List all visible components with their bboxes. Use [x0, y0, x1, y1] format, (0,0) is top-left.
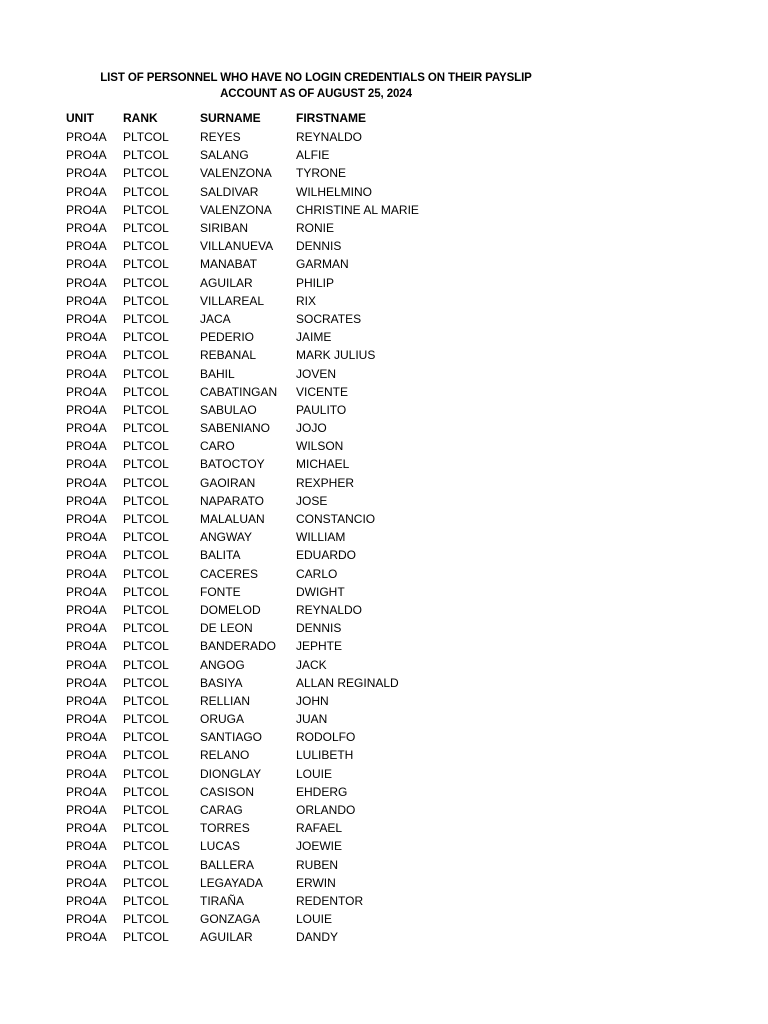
unit-cell: PRO4A — [66, 330, 107, 345]
firstname-cell: LOUIE — [296, 912, 333, 927]
surname-cell: BATOCTOY — [200, 457, 265, 472]
unit-cell: PRO4A — [66, 857, 107, 872]
rank-cell: PLTCOL — [123, 184, 169, 199]
rank-cell: PLTCOL — [123, 657, 169, 672]
table-row — [66, 455, 456, 473]
table-row — [66, 565, 456, 583]
rank-cell: PLTCOL — [123, 366, 169, 381]
table-row — [66, 892, 456, 910]
unit-cell: PRO4A — [66, 584, 107, 599]
rank-cell: PLTCOL — [123, 493, 169, 508]
unit-cell: PRO4A — [66, 639, 107, 654]
unit-cell: PRO4A — [66, 930, 107, 945]
rank-cell: PLTCOL — [123, 530, 169, 545]
column-header-firstname: FIRSTNAME — [296, 111, 366, 125]
rank-cell: PLTCOL — [123, 584, 169, 599]
surname-cell: BANDERADO — [200, 639, 277, 654]
firstname-cell: JOJO — [296, 421, 327, 436]
unit-cell: PRO4A — [66, 912, 107, 927]
title-line-2: ACCOUNT AS OF AUGUST 25, 2024 — [220, 87, 412, 100]
firstname-cell: SOCRATES — [296, 311, 362, 326]
surname-cell: SANTIAGO — [200, 730, 263, 745]
table-row — [66, 728, 456, 746]
surname-cell: LUCAS — [200, 839, 241, 854]
rank-cell: PLTCOL — [123, 257, 169, 272]
firstname-cell: JOVEN — [296, 366, 337, 381]
surname-cell: VILLANUEVA — [200, 239, 274, 254]
firstname-cell: JOHN — [296, 693, 329, 708]
table-row — [66, 546, 456, 564]
rank-cell: PLTCOL — [123, 439, 169, 454]
unit-cell: PRO4A — [66, 421, 107, 436]
personnel-table — [66, 108, 456, 946]
surname-cell: BASIYA — [200, 675, 243, 690]
unit-cell: PRO4A — [66, 803, 107, 818]
rank-cell: PLTCOL — [123, 166, 169, 181]
unit-cell: PRO4A — [66, 784, 107, 799]
table-row — [66, 801, 456, 819]
surname-cell: SALANG — [200, 148, 249, 163]
firstname-cell: ORLANDO — [296, 803, 356, 818]
column-header-surname: SURNAME — [200, 111, 261, 125]
unit-cell: PRO4A — [66, 566, 107, 581]
surname-cell: BAHIL — [200, 366, 235, 381]
firstname-cell: WILSON — [296, 439, 344, 454]
surname-cell: MALALUAN — [200, 512, 265, 527]
surname-cell: RELANO — [200, 748, 250, 763]
firstname-cell: JOEWIE — [296, 839, 343, 854]
rank-cell: PLTCOL — [123, 839, 169, 854]
unit-cell: PRO4A — [66, 493, 107, 508]
rank-cell: PLTCOL — [123, 548, 169, 563]
table-body — [66, 128, 456, 946]
surname-cell: VALENZONA — [200, 202, 272, 217]
table-row — [66, 255, 456, 273]
table-row — [66, 364, 456, 382]
unit-cell: PRO4A — [66, 766, 107, 781]
table-row — [66, 856, 456, 874]
unit-cell: PRO4A — [66, 166, 107, 181]
table-row — [66, 637, 456, 655]
firstname-cell: REYNALDO — [296, 130, 363, 145]
unit-cell: PRO4A — [66, 457, 107, 472]
unit-cell: PRO4A — [66, 512, 107, 527]
table-row — [66, 837, 456, 855]
firstname-cell: ERWIN — [296, 875, 336, 890]
firstname-cell: RONIE — [296, 221, 335, 236]
document-title — [66, 71, 566, 102]
firstname-cell: MICHAEL — [296, 457, 350, 472]
surname-cell: SIRIBAN — [200, 221, 249, 236]
table-row — [66, 746, 456, 764]
surname-cell: SALDIVAR — [200, 184, 259, 199]
surname-cell: ANGOG — [200, 657, 245, 672]
table-row — [66, 874, 456, 892]
title-line-1: LIST OF PERSONNEL WHO HAVE NO LOGIN CREDENTIALS ON THEIR PAYSLIP — [100, 72, 532, 84]
rank-cell: PLTCOL — [123, 675, 169, 690]
unit-cell: PRO4A — [66, 657, 107, 672]
column-header-rank: RANK — [123, 111, 158, 125]
table-row — [66, 219, 456, 237]
rank-cell: PLTCOL — [123, 893, 169, 908]
surname-cell: VALENZONA — [200, 166, 272, 181]
unit-cell: PRO4A — [66, 893, 107, 908]
surname-cell: MANABAT — [200, 257, 258, 272]
rank-cell: PLTCOL — [123, 239, 169, 254]
rank-cell: PLTCOL — [123, 803, 169, 818]
table-row — [66, 619, 456, 637]
surname-cell: REBANAL — [200, 348, 257, 363]
surname-cell: GONZAGA — [200, 912, 261, 927]
firstname-cell: JEPHTE — [296, 639, 343, 654]
surname-cell: BALITA — [200, 548, 241, 563]
firstname-cell: CONSTANCIO — [296, 512, 376, 527]
firstname-cell: MARK JULIUS — [296, 348, 376, 363]
table-row — [66, 928, 456, 946]
firstname-cell: VICENTE — [296, 384, 349, 399]
firstname-cell: JOSE — [296, 493, 328, 508]
table-row — [66, 164, 456, 182]
surname-cell: NAPARATO — [200, 493, 265, 508]
surname-cell: ORUGA — [200, 712, 245, 727]
surname-cell: VILLAREAL — [200, 293, 265, 308]
rank-cell: PLTCOL — [123, 402, 169, 417]
table-row — [66, 346, 456, 364]
firstname-cell: ALLAN REGINALD — [296, 675, 399, 690]
unit-cell: PRO4A — [66, 475, 107, 490]
firstname-cell: DANDY — [296, 930, 339, 945]
rank-cell: PLTCOL — [123, 621, 169, 636]
table-row — [66, 601, 456, 619]
surname-cell: GAOIRAN — [200, 475, 256, 490]
rank-cell: PLTCOL — [123, 348, 169, 363]
rank-cell: PLTCOL — [123, 148, 169, 163]
surname-cell: LEGAYADA — [200, 875, 263, 890]
surname-cell: SABULAO — [200, 402, 257, 417]
rank-cell: PLTCOL — [123, 730, 169, 745]
surname-cell: CACERES — [200, 566, 259, 581]
rank-cell: PLTCOL — [123, 293, 169, 308]
firstname-cell: RIX — [296, 293, 317, 308]
table-row — [66, 910, 456, 928]
surname-cell: TORRES — [200, 821, 250, 836]
rank-cell: PLTCOL — [123, 457, 169, 472]
unit-cell: PRO4A — [66, 730, 107, 745]
table-row — [66, 783, 456, 801]
rank-cell: PLTCOL — [123, 857, 169, 872]
table-row — [66, 128, 456, 146]
table-row — [66, 655, 456, 673]
firstname-cell: PHILIP — [296, 275, 335, 290]
rank-cell: PLTCOL — [123, 130, 169, 145]
rank-cell: PLTCOL — [123, 275, 169, 290]
firstname-cell: REDENTOR — [296, 893, 364, 908]
surname-cell: FONTE — [200, 584, 241, 599]
unit-cell: PRO4A — [66, 712, 107, 727]
surname-cell: REYES — [200, 130, 241, 145]
unit-cell: PRO4A — [66, 548, 107, 563]
table-row — [66, 674, 456, 692]
rank-cell: PLTCOL — [123, 784, 169, 799]
table-row — [66, 292, 456, 310]
unit-cell: PRO4A — [66, 621, 107, 636]
table-row — [66, 710, 456, 728]
table-row — [66, 819, 456, 837]
unit-cell: PRO4A — [66, 239, 107, 254]
rank-cell: PLTCOL — [123, 930, 169, 945]
table-row — [66, 183, 456, 201]
table-row — [66, 692, 456, 710]
rank-cell: PLTCOL — [123, 821, 169, 836]
column-header-unit: UNIT — [66, 111, 94, 125]
firstname-cell: RAFAEL — [296, 821, 343, 836]
unit-cell: PRO4A — [66, 184, 107, 199]
table-row — [66, 328, 456, 346]
firstname-cell: ALFIE — [296, 148, 330, 163]
unit-cell: PRO4A — [66, 348, 107, 363]
surname-cell: AGUILAR — [200, 275, 253, 290]
surname-cell: RELLIAN — [200, 693, 251, 708]
firstname-cell: WILLIAM — [296, 530, 346, 545]
header-row — [66, 108, 456, 128]
firstname-cell: TYRONE — [296, 166, 347, 181]
firstname-cell: JAIME — [296, 330, 332, 345]
surname-cell: JACA — [200, 311, 231, 326]
surname-cell: DIONGLAY — [200, 766, 262, 781]
rank-cell: PLTCOL — [123, 221, 169, 236]
rank-cell: PLTCOL — [123, 875, 169, 890]
surname-cell: SABENIANO — [200, 421, 271, 436]
table-row — [66, 528, 456, 546]
rank-cell: PLTCOL — [123, 512, 169, 527]
surname-cell: TIRAÑA — [200, 893, 245, 908]
rank-cell: PLTCOL — [123, 384, 169, 399]
firstname-cell: REYNALDO — [296, 602, 363, 617]
rank-cell: PLTCOL — [123, 330, 169, 345]
table-row — [66, 583, 456, 601]
surname-cell: AGUILAR — [200, 930, 253, 945]
firstname-cell: EHDERG — [296, 784, 348, 799]
rank-cell: PLTCOL — [123, 475, 169, 490]
firstname-cell: REXPHER — [296, 475, 355, 490]
unit-cell: PRO4A — [66, 748, 107, 763]
unit-cell: PRO4A — [66, 130, 107, 145]
table-row — [66, 310, 456, 328]
table-row — [66, 474, 456, 492]
unit-cell: PRO4A — [66, 366, 107, 381]
unit-cell: PRO4A — [66, 293, 107, 308]
firstname-cell: LULIBETH — [296, 748, 354, 763]
surname-cell: BALLERA — [200, 857, 255, 872]
unit-cell: PRO4A — [66, 530, 107, 545]
unit-cell: PRO4A — [66, 402, 107, 417]
table-row — [66, 274, 456, 292]
rank-cell: PLTCOL — [123, 766, 169, 781]
unit-cell: PRO4A — [66, 275, 107, 290]
firstname-cell: EDUARDO — [296, 548, 357, 563]
unit-cell: PRO4A — [66, 875, 107, 890]
unit-cell: PRO4A — [66, 311, 107, 326]
surname-cell: DOMELOD — [200, 602, 261, 617]
table-row — [66, 383, 456, 401]
unit-cell: PRO4A — [66, 675, 107, 690]
firstname-cell: WILHELMINO — [296, 184, 373, 199]
table-row — [66, 237, 456, 255]
firstname-cell: LOUIE — [296, 766, 333, 781]
rank-cell: PLTCOL — [123, 639, 169, 654]
surname-cell: CASISON — [200, 784, 255, 799]
firstname-cell: RODOLFO — [296, 730, 356, 745]
table-row — [66, 401, 456, 419]
unit-cell: PRO4A — [66, 202, 107, 217]
unit-cell: PRO4A — [66, 384, 107, 399]
rank-cell: PLTCOL — [123, 712, 169, 727]
unit-cell: PRO4A — [66, 839, 107, 854]
firstname-cell: GARMAN — [296, 257, 349, 272]
surname-cell: PEDERIO — [200, 330, 255, 345]
unit-cell: PRO4A — [66, 257, 107, 272]
firstname-cell: DWIGHT — [296, 584, 345, 599]
unit-cell: PRO4A — [66, 602, 107, 617]
firstname-cell: JUAN — [296, 712, 328, 727]
unit-cell: PRO4A — [66, 821, 107, 836]
surname-cell: CARO — [200, 439, 235, 454]
table-row — [66, 419, 456, 437]
unit-cell: PRO4A — [66, 148, 107, 163]
rank-cell: PLTCOL — [123, 912, 169, 927]
firstname-cell: DENNIS — [296, 239, 342, 254]
table-row — [66, 437, 456, 455]
firstname-cell: DENNIS — [296, 621, 342, 636]
rank-cell: PLTCOL — [123, 566, 169, 581]
rank-cell: PLTCOL — [123, 602, 169, 617]
rank-cell: PLTCOL — [123, 693, 169, 708]
firstname-cell: RUBEN — [296, 857, 339, 872]
rank-cell: PLTCOL — [123, 748, 169, 763]
table-row — [66, 492, 456, 510]
surname-cell: ANGWAY — [200, 530, 253, 545]
unit-cell: PRO4A — [66, 439, 107, 454]
unit-cell: PRO4A — [66, 693, 107, 708]
firstname-cell: PAULITO — [296, 402, 347, 417]
rank-cell: PLTCOL — [123, 311, 169, 326]
table-row — [66, 765, 456, 783]
firstname-cell: JACK — [296, 657, 327, 672]
rank-cell: PLTCOL — [123, 421, 169, 436]
firstname-cell: CHRISTINE AL MARIE — [296, 202, 419, 217]
firstname-cell: CARLO — [296, 566, 338, 581]
unit-cell: PRO4A — [66, 221, 107, 236]
surname-cell: CARAG — [200, 803, 243, 818]
surname-cell: CABATINGAN — [200, 384, 278, 399]
table-row — [66, 510, 456, 528]
table-row — [66, 201, 456, 219]
surname-cell: DE LEON — [200, 621, 253, 636]
table-row — [66, 146, 456, 164]
rank-cell: PLTCOL — [123, 202, 169, 217]
